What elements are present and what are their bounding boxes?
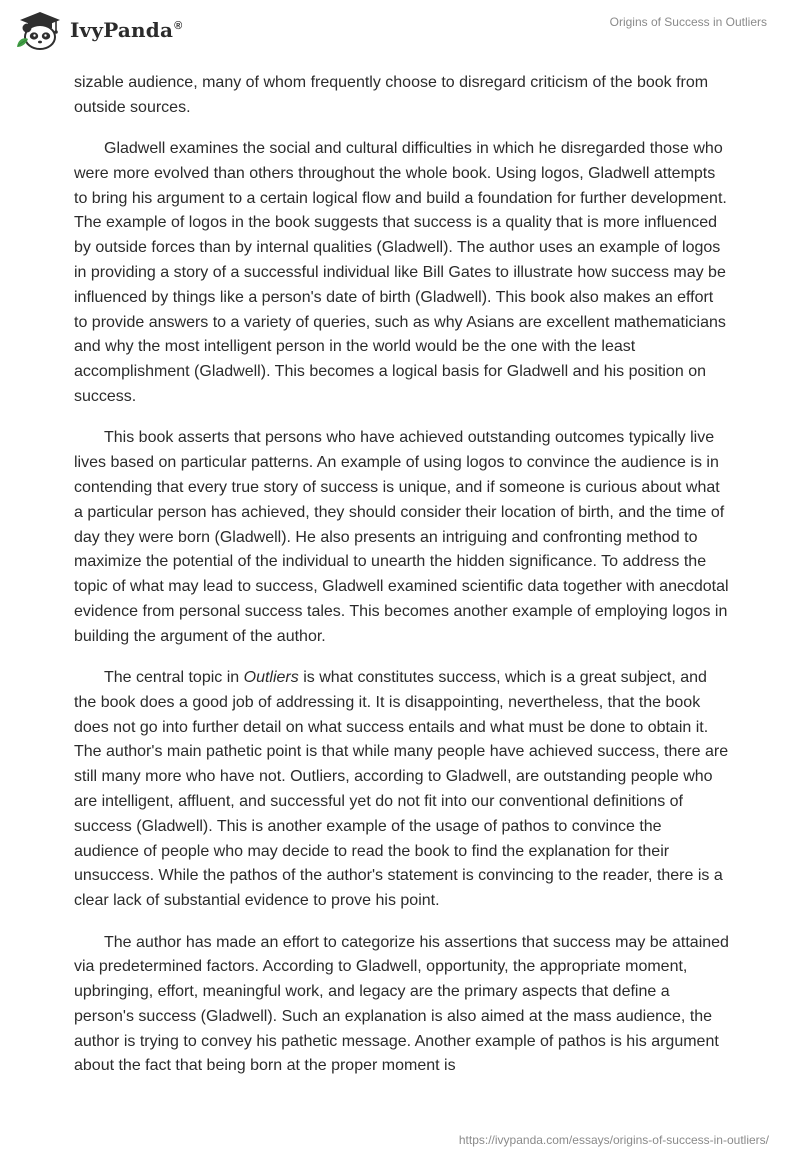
- paragraph-4-lead: The central topic in: [104, 669, 244, 687]
- panda-graduate-icon: [14, 9, 62, 51]
- page-header: [0, 0, 800, 60]
- brand-name: IvyPanda®: [70, 18, 183, 42]
- book-title-outliers: Outliers: [243, 669, 299, 687]
- essay-body: [74, 71, 730, 1096]
- paragraph-1: sizable audience, many of whom frequently choose to disregard criticism of the book from outside sources.: [74, 74, 709, 116]
- paragraph-3: This book asserts that persons who have achieved outstanding outcomes typically live lives based on particular patterns. An example of using logos to convince the audience is in contending that every true story of success is unique, and if someone is curious about what a particular person has achieved, they should consider their location of birth, and the time of day they were born (Gladwell). He also presents an intriguing and confronting method to maximize the potential of the individual to unearth the hidden significance. To address the topic of what may lead to success, Gladwell examined scientific data together with anecdotal evidence from personal success tales. This becomes another example of employing logos in building the argument of the author.: [74, 429, 729, 645]
- brand-logo[interactable]: [14, 10, 182, 50]
- registered-mark: ®: [174, 20, 183, 33]
- paragraph-5: The author has made an effort to categorize his assertions that success may be attained via predetermined factors. According to Gladwell, opportunity, the appropriate moment, upbringing, effort, meaningful work, and legacy are the primary aspects that define a person's success (Gladwell). Such an explanation is also aimed at the mass audience, the author is trying to convey his pathetic message. Another example of pathos is his argument about the fact that being born at the proper moment is: [74, 933, 729, 1075]
- paragraph-4-rest: is what constitutes success, which is a great subject, and the book does a good job of addressing it. It is disappointing, nevertheless, that the book does not go into further detail on what success entails and what must be done to obtain it. The author's main pathetic point is that while many people have achieved success, there are still many more who have not. Outliers, according to Gladwell, are outstanding people who are intelligent, affluent, and successful yet do not fit into our conventional definitions of success (Gladwell). This is another example of the usage of pathos to convince the audience of people who may decide to read the book to find the explanation for their unsuccess. While the pathos of the author's statement is convincing to the reader, there is a clear lack of substantial evidence to prove his point.: [74, 669, 729, 910]
- paragraph-2: Gladwell examines the social and cultural difficulties in which he disregarded those who were more evolved than others throughout the whole book. Using logos, Gladwell attempts to bring his argument to a certain logical flow and build a foundation for further development. The example of logos in the book suggests that success is a quality that is more influenced by outside forces than by internal qualities (Gladwell). The author uses an example of logos in providing a story of a successful individual like Bill Gates to illustrate how success may be influenced by things like a person's date of birth (Gladwell). This book also makes an effort to provide answers to a variety of queries, such as why Asians are excellent mathematicians and why the most intelligent person in the world would be the one with the least accomplishment (Gladwell). This becomes a logical basis for Gladwell and his position on success.: [74, 140, 727, 406]
- paragraph-4: [74, 666, 730, 914]
- document-title: Origins of Success in Outliers: [609, 15, 767, 29]
- source-url[interactable]: https://ivypanda.com/essays/origins-of-success-in-outliers/: [458, 1133, 769, 1147]
